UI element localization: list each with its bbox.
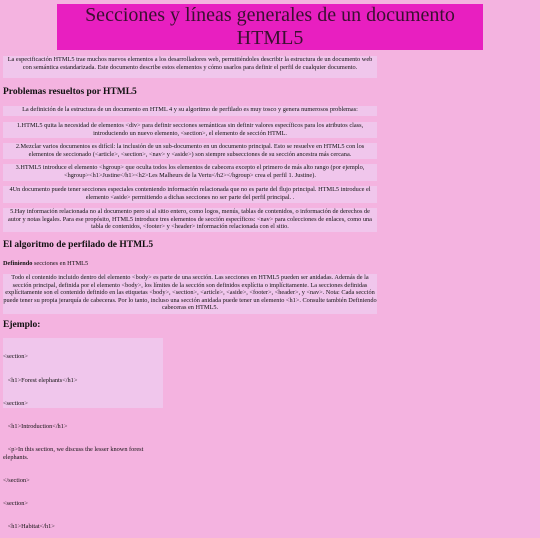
section-heading-algorithm: El algoritmo de perfilado de HTML5 xyxy=(3,240,154,250)
code-line: <section> xyxy=(3,353,28,361)
problem-item-1: 1.HTML5 quita la necesidad de elementos <div> para definir secciones semánticas sin definir valores específicos para los atributos class, introduciendo un nuevo elemento, <section>, el elemento de sección HTML. xyxy=(3,122,377,138)
defining-sections-line xyxy=(3,260,88,267)
problems-intro: La definición de la estructura de un documento en HTML 4 y su algoritmo de perfilado es muy tosco y genera numerosos problemas: xyxy=(3,106,377,116)
code-example xyxy=(3,338,163,530)
code-line: <section> xyxy=(3,399,28,407)
defining-bold: Definiendo xyxy=(3,260,33,267)
problem-item-5: 5.Hay información relacionada no al documento pero si al sitio entero, como logos, menús, tablas de contenidos, o información de derechos de autor y notas legales. Para ese propósito, HTML5 introduce tres elementos de sección específicos: <nav> para colecciones de enlaces, como una tabla de contenidos, <footer> y <header> información relacionada con el sitio. xyxy=(3,208,377,232)
example-heading: Ejemplo: xyxy=(3,320,41,330)
problem-item-4: 4Un documento puede tener secciones especiales conteniendo información relacionada que no es parte del flujo principal. HTML5 introduce el elemento <aside> permitiendo a dichas secciones no ser parte del perfil principal. . xyxy=(3,186,377,203)
algorithm-paragraph: Todo el contenido incluido dentro del elemento <body> es parte de una sección. Las secciones en HTML5 pueden ser anidadas. Además de la sección principal, definida por el elemento <body>, los límites de la sección son definidos explícita o implícitamente. La secciones definidas explícitamente son el contenido definido en las etiquetas <body>, <section>, <article>, <aside>, <footer>, <header>, y <nav>. Nota: Cada sección puede tener su propia jerarquía de cabeceras. Por lo tanto, incluso una sección anidada puede tener un elemento <h1>. Consulte también Definiendo cabeceras en HTML5. xyxy=(3,274,377,314)
code-line: <h1>Habitat</h1> xyxy=(3,522,55,530)
section-heading-problems: Problemas resueltos por HTML5 xyxy=(3,87,137,97)
code-line: <h1>Forest elephants</h1> xyxy=(3,376,78,384)
page-title: Secciones y líneas generales de un documento HTML5 xyxy=(57,4,483,50)
defining-rest: secciones en HTML5 xyxy=(32,260,89,267)
intro-paragraph: La especificación HTML5 trae muchos nuevos elementos a los desarrolladores web, permitiéndoles describir la estructura de un documento web con semántica estandarizada. Este documento describe estos elementos y cómo usarlos para definir el perfil de cualquier documento. xyxy=(3,56,377,78)
code-line: <p>In this section, we discuss the lesser known forest elephants. xyxy=(3,445,145,461)
code-line: <section> xyxy=(3,499,28,507)
code-line: <h1>Introduction</h1> xyxy=(3,422,68,430)
problem-item-2: 2.Mezclar varios documentos es difícil: la inclusión de un sub-documento en un documento principal. Esto se resuelve en HTML5 con los elementos de seccionado (<article>, <section>, <nav> y <aside>) son siempre subsecciones de su sección ancestra más cercana. xyxy=(3,143,377,159)
problem-item-3: 3.HTML5 introduce el elemento <hgroup> que oculta todos los elementos de cabecera excepto el primero de más alto rango (por ejemplo, <hgroup><h1>Justine</h1><h2>Les Malheurs de la Vertu</h2></hgroup> crea el perfil 1. Justine). xyxy=(3,164,377,181)
code-line: </section> xyxy=(3,476,30,484)
